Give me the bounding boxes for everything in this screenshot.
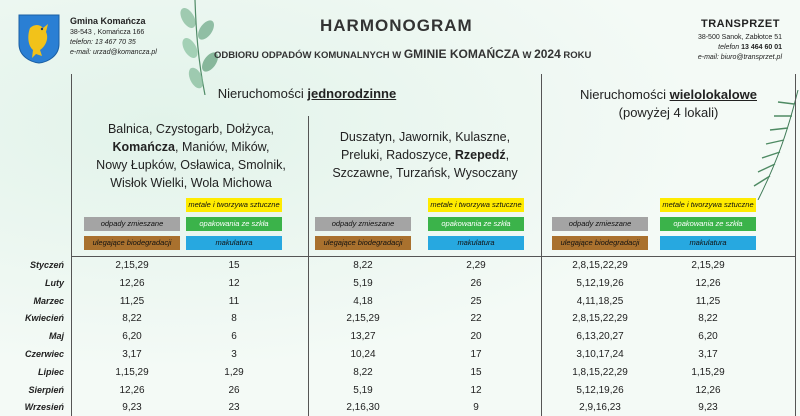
month-label: Kwiecień	[24, 313, 64, 324]
section-label: Nieruchomości	[579, 87, 670, 102]
schedule-cell: 20	[470, 331, 482, 343]
schedule-cell: 8,22	[698, 313, 718, 325]
schedule-cell: 8,22	[353, 366, 373, 378]
schedule-cell: 2,16,30	[346, 402, 380, 414]
tag-metal-plastic: metale i tworzywa sztuczne	[186, 198, 282, 212]
schedule-cell: 2,15,29	[691, 260, 725, 271]
location-line: Balnica, Czystogarb, Dołżyca,	[107, 122, 275, 136]
subtitle-gmina: GMINIE KOMAŃCZA	[403, 47, 520, 61]
company-phone: 13 464 60 01	[741, 44, 782, 51]
location-line: Wisłok Wielki, Wola Michowa	[110, 176, 272, 190]
schedule-cell: 26	[470, 277, 482, 289]
schedule-cell: 8,22	[122, 313, 142, 325]
schedule-cell: 6,20	[698, 331, 718, 343]
table-border-right	[795, 74, 796, 416]
tag-paper: makulatura	[428, 236, 524, 250]
schedule-cell: 10,24	[350, 349, 376, 360]
company-logo: TRANSPRZET	[701, 18, 780, 30]
subtitle-year: 2024	[534, 47, 561, 61]
schedule-cell: 4,18	[353, 295, 373, 307]
schedule-cell: 11,25	[119, 295, 145, 307]
company-phone-label: telefon	[718, 44, 742, 51]
schedule-cell: 3,10,17,24	[576, 349, 624, 360]
section-label: Nieruchomości	[217, 86, 308, 101]
schedule-cell: 1,29	[224, 366, 244, 378]
schedule-cell: 1,8,15,22,29	[572, 366, 628, 378]
tag-biodegradable: ulegające biodegradacji	[315, 236, 411, 250]
tag-glass: opakowania ze szkła	[428, 217, 524, 231]
location-line	[310, 146, 540, 164]
month-label: Marzec	[33, 295, 64, 306]
location-text: Preluki, Radoszyce,	[340, 148, 455, 162]
page-title: HARMONOGRAM	[320, 16, 473, 35]
schedule-cell: 26	[228, 384, 240, 396]
gmina-info	[70, 16, 157, 58]
schedule-cell: 15	[228, 260, 240, 271]
schedule-cell: 4,11,18,25	[576, 295, 624, 307]
month-label: Sierpień	[28, 384, 64, 395]
tag-metal-plastic: metale i tworzywa sztuczne	[660, 198, 756, 212]
schedule-cell: 2,8,15,22,29	[572, 260, 628, 271]
schedule-cell: 9,23	[122, 402, 142, 414]
schedule-cell: 12,26	[119, 277, 145, 289]
schedule-cell: 5,12,19,26	[576, 277, 624, 289]
tag-paper: makulatura	[660, 236, 756, 250]
schedule-cell: 25	[470, 295, 482, 307]
company-email: e-mail: biuro@transprzet.pl	[697, 54, 782, 61]
gmina-name: Gmina Komańcza	[70, 16, 146, 26]
header-divider	[72, 256, 795, 257]
tag-biodegradable: ulegające biodegradacji	[84, 236, 180, 250]
schedule-cell: 2,15,29	[346, 313, 380, 325]
schedule-cell: 12	[470, 384, 482, 396]
schedule-cell: 9	[473, 402, 479, 414]
schedule-cell: 23	[228, 402, 240, 414]
month-label: Luty	[45, 277, 64, 288]
location-line: Nowy Łupków, Osławica, Smolnik,	[96, 158, 286, 172]
tag-glass: opakowania ze szkła	[660, 217, 756, 231]
location-bold: Komańcza	[112, 140, 176, 154]
location-text: , Maniów, Mików,	[175, 140, 270, 154]
subtitle-part: ODBIORU ODPADÓW KOMUNALNYCH W	[214, 50, 404, 61]
tag-glass: opakowania ze szkła	[186, 217, 282, 231]
location-line: Duszatyn, Jawornik, Kulaszne,	[339, 130, 511, 144]
subtitle-part: ROKU	[560, 50, 592, 61]
locations-group-2	[310, 128, 540, 182]
schedule-cell: 8,22	[353, 260, 373, 271]
schedule-cell: 11,25	[695, 295, 721, 307]
location-line: Szczawne, Turzańsk, Wysoczany	[332, 166, 518, 180]
table-divider-middle	[541, 74, 542, 416]
schedule-cell: 6,13,20,27	[576, 331, 624, 343]
company-address: 38-500 Sanok, Zabłotce 51	[697, 34, 782, 41]
location-line	[74, 138, 308, 156]
schedule-cell: 22	[470, 313, 482, 325]
month-label: Lipiec	[37, 366, 64, 377]
gmina-email: e-mail: urzad@komancza.pl	[70, 49, 157, 56]
schedule-cell: 5,19	[353, 384, 373, 396]
schedule-cell: 2,15,29	[115, 260, 149, 271]
schedule-cell: 1,15,29	[115, 366, 149, 378]
schedule-cell: 12,26	[119, 384, 145, 396]
schedule-cell: 5,12,19,26	[576, 384, 624, 396]
coat-of-arms-icon	[18, 14, 60, 64]
schedule-cell: 17	[470, 349, 482, 360]
location-text: ,	[505, 148, 510, 162]
schedule-cell: 8	[231, 313, 237, 325]
schedule-cell: 3	[231, 349, 237, 360]
schedule-cell: 2,9,16,23	[579, 402, 621, 414]
company-info	[698, 33, 782, 63]
subtitle-part: W	[519, 50, 535, 61]
page-subtitle	[214, 47, 591, 61]
locations-group-1	[74, 120, 308, 192]
schedule-cell: 15	[470, 366, 482, 378]
table-border-left	[71, 74, 72, 416]
schedule-cell: 2,29	[466, 260, 486, 271]
schedule-cell: 3,17	[698, 349, 718, 360]
section-single-family	[72, 86, 542, 101]
tag-paper: makulatura	[186, 236, 282, 250]
schedule-cell: 6	[231, 331, 237, 343]
section-sublabel: (powyżej 4 lokali)	[618, 105, 719, 120]
month-label: Styczeń	[29, 260, 64, 270]
schedule-cell: 2,8,15,22,29	[572, 313, 628, 325]
schedule-cell: 5,19	[353, 277, 373, 289]
month-label: Czerwiec	[24, 349, 64, 359]
section-label-bold: jednorodzinne	[307, 86, 397, 101]
group-divider	[308, 116, 309, 416]
schedule-cell: 12,26	[695, 384, 721, 396]
location-bold: Rzepedź	[454, 148, 506, 162]
schedule-cell: 9,23	[698, 402, 718, 414]
schedule-cell: 11	[228, 295, 240, 307]
tag-biodegradable: ulegające biodegradacji	[552, 236, 648, 250]
schedule-cell: 6,20	[122, 331, 142, 343]
gmina-address: 38-543 , Komańcza 166	[70, 29, 145, 36]
schedule-cell: 12	[228, 277, 240, 289]
gmina-phone: telefon: 13 467 70 35	[70, 39, 136, 46]
tag-mixed-waste: odpady zmieszane	[84, 217, 180, 231]
section-multi-family	[542, 86, 795, 122]
schedule-cell: 13,27	[350, 331, 376, 343]
month-label: Maj	[48, 331, 64, 342]
tag-mixed-waste: odpady zmieszane	[552, 217, 648, 231]
schedule-cell: 12,26	[695, 277, 721, 289]
section-label-bold: wielolokalowe	[669, 87, 757, 102]
schedule-cell: 1,15,29	[691, 366, 725, 378]
tag-metal-plastic: metale i tworzywa sztuczne	[428, 198, 524, 212]
month-label: Wrzesień	[24, 402, 64, 413]
tag-mixed-waste: odpady zmieszane	[315, 217, 411, 231]
schedule-cell: 3,17	[122, 349, 142, 360]
